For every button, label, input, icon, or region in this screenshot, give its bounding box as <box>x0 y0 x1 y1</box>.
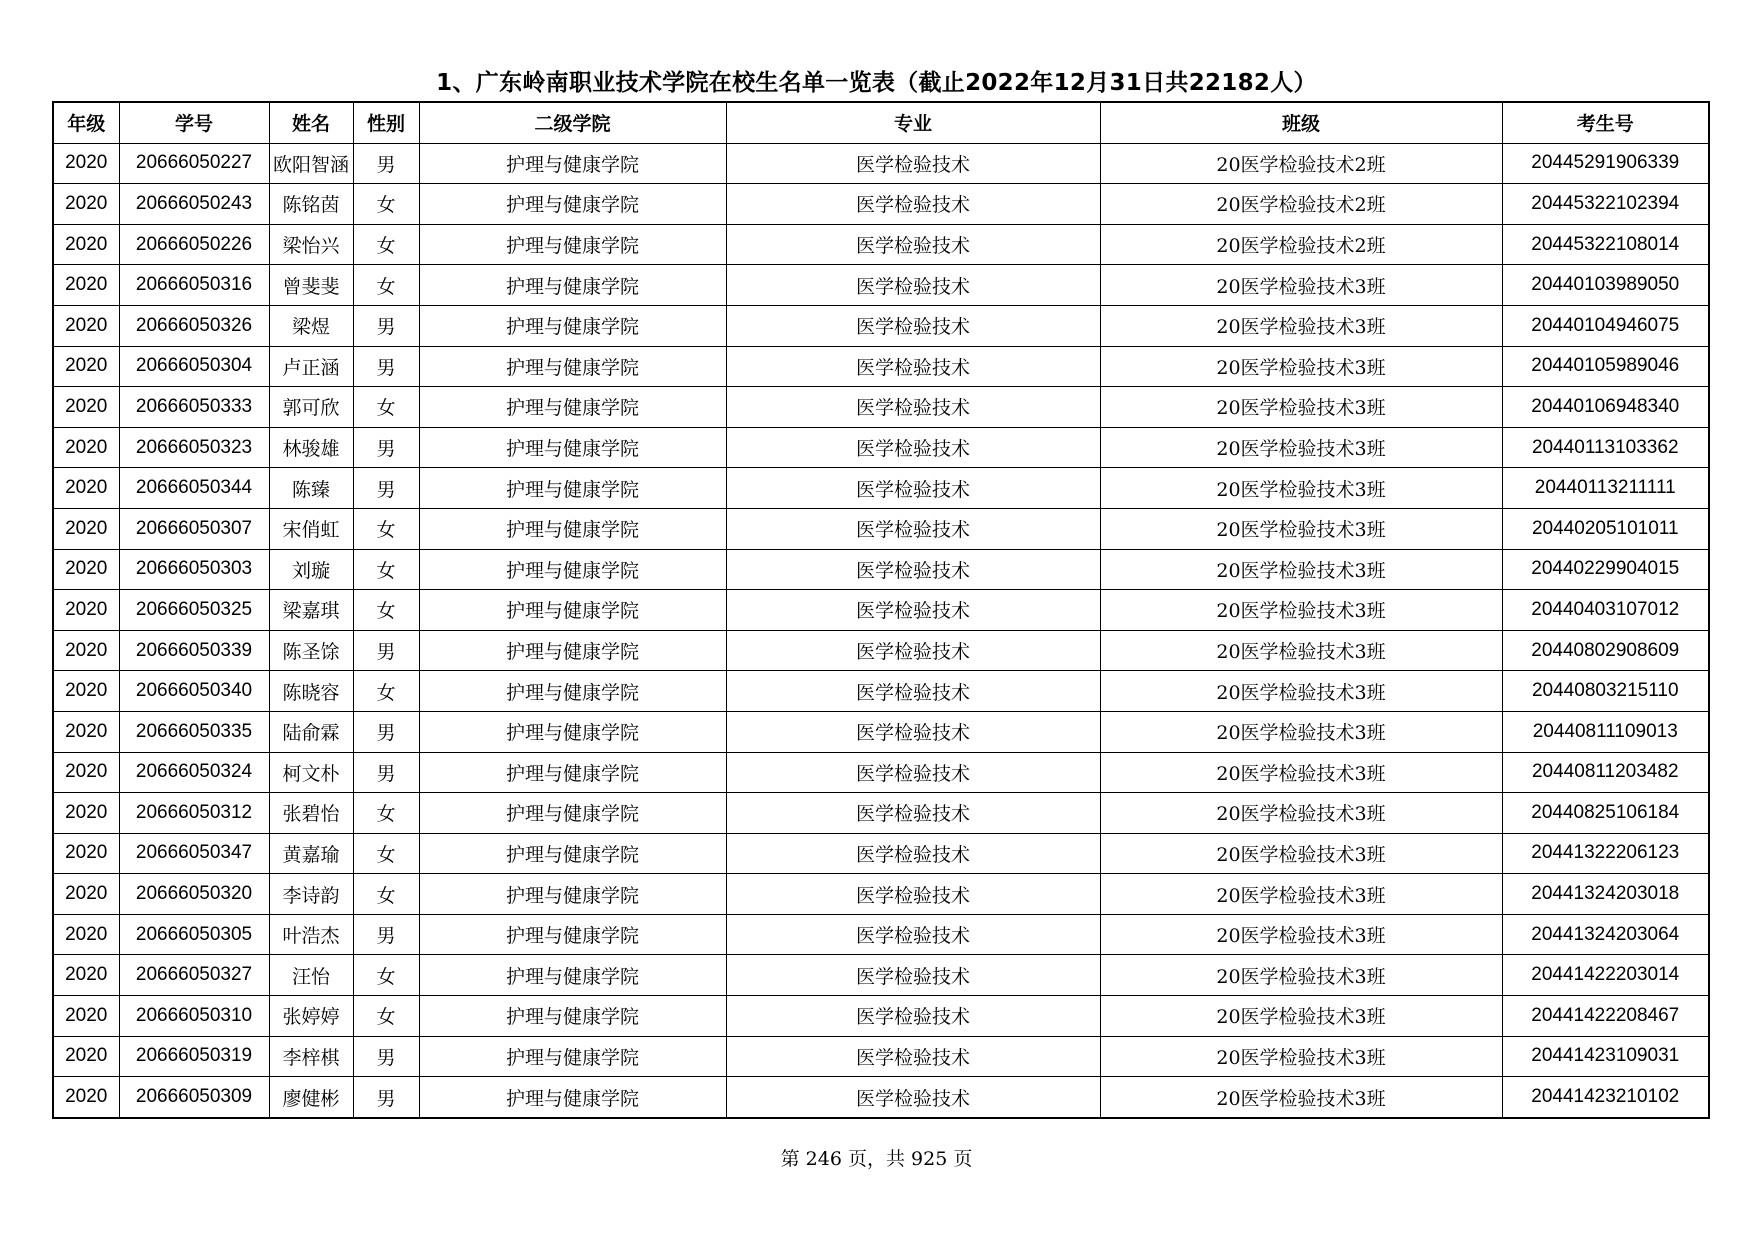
cell-name: 张碧怡 <box>269 793 353 834</box>
cell-college: 护理与健康学院 <box>419 1036 726 1077</box>
cell-grade: 2020 <box>53 549 119 590</box>
table-row <box>53 387 1709 428</box>
cell-college: 护理与健康学院 <box>419 590 726 631</box>
cell-major: 医学检验技术 <box>726 346 1100 387</box>
cell-grade: 2020 <box>53 184 119 225</box>
cell-college: 护理与健康学院 <box>419 1077 726 1118</box>
cell-college: 护理与健康学院 <box>419 833 726 874</box>
cell-student-id: 20666050319 <box>119 1036 269 1077</box>
table-row <box>53 549 1709 590</box>
cell-gender: 男 <box>353 427 419 468</box>
cell-class: 20医学检验技术3班 <box>1100 630 1502 671</box>
cell-name: 陈铭茵 <box>269 184 353 225</box>
cell-exam-no: 20440811203482 <box>1502 752 1709 793</box>
table-row <box>53 1036 1709 1077</box>
cell-gender: 女 <box>353 265 419 306</box>
cell-exam-no: 20441324203064 <box>1502 914 1709 955</box>
cell-student-id: 20666050340 <box>119 671 269 712</box>
table-row <box>53 874 1709 915</box>
cell-student-id: 20666050324 <box>119 752 269 793</box>
cell-student-id: 20666050316 <box>119 265 269 306</box>
cell-exam-no: 20440113211111 <box>1502 468 1709 509</box>
cell-gender: 女 <box>353 833 419 874</box>
cell-college: 护理与健康学院 <box>419 184 726 225</box>
cell-college: 护理与健康学院 <box>419 265 726 306</box>
cell-grade: 2020 <box>53 1036 119 1077</box>
cell-college: 护理与健康学院 <box>419 874 726 915</box>
cell-student-id: 20666050307 <box>119 508 269 549</box>
cell-name: 林骏雄 <box>269 427 353 468</box>
table-row <box>53 1077 1709 1118</box>
header-exam-no: 考生号 <box>1502 102 1709 143</box>
cell-class: 20医学检验技术2班 <box>1100 143 1502 184</box>
cell-student-id: 20666050310 <box>119 996 269 1037</box>
table-row <box>53 671 1709 712</box>
header-major: 专业 <box>726 102 1100 143</box>
cell-class: 20医学检验技术3班 <box>1100 1036 1502 1077</box>
cell-exam-no: 20440802908609 <box>1502 630 1709 671</box>
cell-major: 医学检验技术 <box>726 265 1100 306</box>
cell-student-id: 20666050309 <box>119 1077 269 1118</box>
cell-student-id: 20666050323 <box>119 427 269 468</box>
cell-student-id: 20666050335 <box>119 711 269 752</box>
cell-college: 护理与健康学院 <box>419 630 726 671</box>
cell-class: 20医学检验技术3班 <box>1100 346 1502 387</box>
cell-grade: 2020 <box>53 630 119 671</box>
cell-major: 医学检验技术 <box>726 793 1100 834</box>
header-college: 二级学院 <box>419 102 726 143</box>
cell-college: 护理与健康学院 <box>419 427 726 468</box>
table-row <box>53 590 1709 631</box>
cell-class: 20医学检验技术3班 <box>1100 793 1502 834</box>
cell-major: 医学检验技术 <box>726 1036 1100 1077</box>
cell-student-id: 20666050326 <box>119 305 269 346</box>
cell-grade: 2020 <box>53 955 119 996</box>
cell-grade: 2020 <box>53 752 119 793</box>
cell-gender: 男 <box>353 143 419 184</box>
cell-exam-no: 20445291906339 <box>1502 143 1709 184</box>
cell-college: 护理与健康学院 <box>419 711 726 752</box>
cell-name: 曾斐斐 <box>269 265 353 306</box>
cell-exam-no: 20440104946075 <box>1502 305 1709 346</box>
cell-gender: 女 <box>353 508 419 549</box>
cell-student-id: 20666050312 <box>119 793 269 834</box>
cell-grade: 2020 <box>53 590 119 631</box>
cell-name: 梁怡兴 <box>269 224 353 265</box>
cell-student-id: 20666050320 <box>119 874 269 915</box>
cell-major: 医学检验技术 <box>726 224 1100 265</box>
table-row <box>53 427 1709 468</box>
table-row <box>53 265 1709 306</box>
cell-grade: 2020 <box>53 468 119 509</box>
cell-major: 医学检验技术 <box>726 184 1100 225</box>
cell-exam-no: 20441324203018 <box>1502 874 1709 915</box>
cell-gender: 男 <box>353 346 419 387</box>
table-row <box>53 996 1709 1037</box>
table-row <box>53 955 1709 996</box>
table-row <box>53 224 1709 265</box>
cell-student-id: 20666050304 <box>119 346 269 387</box>
cell-grade: 2020 <box>53 833 119 874</box>
cell-name: 陈圣馀 <box>269 630 353 671</box>
cell-student-id: 20666050347 <box>119 833 269 874</box>
table-row <box>53 833 1709 874</box>
cell-gender: 女 <box>353 996 419 1037</box>
cell-gender: 女 <box>353 387 419 428</box>
cell-exam-no: 20441423109031 <box>1502 1036 1709 1077</box>
cell-gender: 女 <box>353 549 419 590</box>
cell-gender: 男 <box>353 468 419 509</box>
cell-class: 20医学检验技术3班 <box>1100 387 1502 428</box>
cell-grade: 2020 <box>53 224 119 265</box>
cell-class: 20医学检验技术2班 <box>1100 184 1502 225</box>
cell-class: 20医学检验技术3班 <box>1100 468 1502 509</box>
cell-class: 20医学检验技术3班 <box>1100 914 1502 955</box>
cell-grade: 2020 <box>53 265 119 306</box>
cell-name: 叶浩杰 <box>269 914 353 955</box>
cell-gender: 女 <box>353 874 419 915</box>
table-row <box>53 793 1709 834</box>
cell-major: 医学检验技术 <box>726 305 1100 346</box>
cell-exam-no: 20445322108014 <box>1502 224 1709 265</box>
cell-student-id: 20666050305 <box>119 914 269 955</box>
cell-gender: 男 <box>353 630 419 671</box>
cell-grade: 2020 <box>53 996 119 1037</box>
cell-gender: 男 <box>353 914 419 955</box>
cell-college: 护理与健康学院 <box>419 468 726 509</box>
header-student-id: 学号 <box>119 102 269 143</box>
cell-class: 20医学检验技术3班 <box>1100 996 1502 1037</box>
cell-name: 汪怡 <box>269 955 353 996</box>
cell-gender: 女 <box>353 671 419 712</box>
header-name: 姓名 <box>269 102 353 143</box>
cell-grade: 2020 <box>53 874 119 915</box>
cell-name: 欧阳智涵 <box>269 143 353 184</box>
cell-major: 医学检验技术 <box>726 468 1100 509</box>
cell-exam-no: 20440205101011 <box>1502 508 1709 549</box>
cell-name: 廖健彬 <box>269 1077 353 1118</box>
cell-major: 医学检验技术 <box>726 874 1100 915</box>
cell-exam-no: 20440103989050 <box>1502 265 1709 306</box>
cell-major: 医学检验技术 <box>726 549 1100 590</box>
table-row <box>53 468 1709 509</box>
cell-gender: 女 <box>353 955 419 996</box>
cell-exam-no: 20441422203014 <box>1502 955 1709 996</box>
cell-college: 护理与健康学院 <box>419 752 726 793</box>
cell-student-id: 20666050327 <box>119 955 269 996</box>
cell-student-id: 20666050344 <box>119 468 269 509</box>
page-footer: 第 246 页，共 925 页 <box>780 1148 973 1170</box>
cell-class: 20医学检验技术3班 <box>1100 265 1502 306</box>
table-row <box>53 711 1709 752</box>
cell-major: 医学检验技术 <box>726 508 1100 549</box>
header-class: 班级 <box>1100 102 1502 143</box>
cell-class: 20医学检验技术3班 <box>1100 508 1502 549</box>
cell-college: 护理与健康学院 <box>419 793 726 834</box>
table-row <box>53 752 1709 793</box>
cell-gender: 女 <box>353 184 419 225</box>
cell-student-id: 20666050333 <box>119 387 269 428</box>
cell-class: 20医学检验技术3班 <box>1100 874 1502 915</box>
cell-class: 20医学检验技术3班 <box>1100 671 1502 712</box>
table-row <box>53 346 1709 387</box>
cell-gender: 女 <box>353 793 419 834</box>
cell-class: 20医学检验技术3班 <box>1100 752 1502 793</box>
cell-name: 柯文朴 <box>269 752 353 793</box>
table-row <box>53 184 1709 225</box>
cell-exam-no: 20440803215110 <box>1502 671 1709 712</box>
cell-student-id: 20666050303 <box>119 549 269 590</box>
cell-grade: 2020 <box>53 711 119 752</box>
header-grade: 年级 <box>53 102 119 143</box>
cell-grade: 2020 <box>53 1077 119 1118</box>
cell-name: 李诗韵 <box>269 874 353 915</box>
cell-student-id: 20666050226 <box>119 224 269 265</box>
student-roster-table <box>52 101 1710 1119</box>
header-gender: 性别 <box>353 102 419 143</box>
cell-exam-no: 20445322102394 <box>1502 184 1709 225</box>
cell-college: 护理与健康学院 <box>419 305 726 346</box>
cell-grade: 2020 <box>53 914 119 955</box>
cell-name: 刘璇 <box>269 549 353 590</box>
cell-name: 陈晓容 <box>269 671 353 712</box>
cell-gender: 男 <box>353 1036 419 1077</box>
cell-name: 宋俏虹 <box>269 508 353 549</box>
cell-class: 20医学检验技术3班 <box>1100 1077 1502 1118</box>
cell-class: 20医学检验技术3班 <box>1100 711 1502 752</box>
table-row <box>53 914 1709 955</box>
table-row <box>53 305 1709 346</box>
cell-major: 医学检验技术 <box>726 1077 1100 1118</box>
document-title: 1、广东岭南职业技术学院在校生名单一览表（截止2022年12月31日共22182人） <box>436 70 1317 96</box>
cell-name: 陈臻 <box>269 468 353 509</box>
cell-grade: 2020 <box>53 793 119 834</box>
cell-major: 医学检验技术 <box>726 996 1100 1037</box>
cell-class: 20医学检验技术3班 <box>1100 549 1502 590</box>
cell-grade: 2020 <box>53 671 119 712</box>
cell-class: 20医学检验技术3班 <box>1100 955 1502 996</box>
cell-name: 梁嘉琪 <box>269 590 353 631</box>
cell-class: 20医学检验技术3班 <box>1100 305 1502 346</box>
cell-student-id: 20666050339 <box>119 630 269 671</box>
cell-class: 20医学检验技术3班 <box>1100 427 1502 468</box>
cell-gender: 男 <box>353 752 419 793</box>
cell-college: 护理与健康学院 <box>419 955 726 996</box>
cell-class: 20医学检验技术3班 <box>1100 833 1502 874</box>
cell-college: 护理与健康学院 <box>419 387 726 428</box>
cell-major: 医学检验技术 <box>726 711 1100 752</box>
cell-grade: 2020 <box>53 143 119 184</box>
cell-grade: 2020 <box>53 427 119 468</box>
cell-exam-no: 20440229904015 <box>1502 549 1709 590</box>
cell-college: 护理与健康学院 <box>419 671 726 712</box>
cell-name: 陆俞霖 <box>269 711 353 752</box>
cell-class: 20医学检验技术3班 <box>1100 590 1502 631</box>
cell-exam-no: 20440113103362 <box>1502 427 1709 468</box>
cell-major: 医学检验技术 <box>726 427 1100 468</box>
cell-name: 张婷婷 <box>269 996 353 1037</box>
cell-name: 卢正涵 <box>269 346 353 387</box>
cell-major: 医学检验技术 <box>726 752 1100 793</box>
cell-college: 护理与健康学院 <box>419 143 726 184</box>
cell-student-id: 20666050243 <box>119 184 269 225</box>
cell-exam-no: 20440105989046 <box>1502 346 1709 387</box>
cell-name: 郭可欣 <box>269 387 353 428</box>
cell-major: 医学检验技术 <box>726 590 1100 631</box>
cell-exam-no: 20441423210102 <box>1502 1077 1709 1118</box>
table-row <box>53 143 1709 184</box>
table-body <box>53 143 1709 1118</box>
cell-gender: 男 <box>353 1077 419 1118</box>
cell-major: 医学检验技术 <box>726 833 1100 874</box>
cell-gender: 男 <box>353 711 419 752</box>
cell-major: 医学检验技术 <box>726 630 1100 671</box>
cell-exam-no: 20441422208467 <box>1502 996 1709 1037</box>
table-header-row <box>53 102 1709 143</box>
cell-grade: 2020 <box>53 346 119 387</box>
cell-grade: 2020 <box>53 387 119 428</box>
cell-college: 护理与健康学院 <box>419 224 726 265</box>
cell-college: 护理与健康学院 <box>419 914 726 955</box>
cell-grade: 2020 <box>53 508 119 549</box>
table-row <box>53 508 1709 549</box>
cell-student-id: 20666050325 <box>119 590 269 631</box>
cell-name: 梁煜 <box>269 305 353 346</box>
cell-college: 护理与健康学院 <box>419 508 726 549</box>
cell-exam-no: 20440403107012 <box>1502 590 1709 631</box>
cell-major: 医学检验技术 <box>726 914 1100 955</box>
cell-college: 护理与健康学院 <box>419 549 726 590</box>
cell-exam-no: 20441322206123 <box>1502 833 1709 874</box>
cell-name: 李梓棋 <box>269 1036 353 1077</box>
cell-major: 医学检验技术 <box>726 955 1100 996</box>
cell-major: 医学检验技术 <box>726 671 1100 712</box>
cell-gender: 女 <box>353 590 419 631</box>
cell-major: 医学检验技术 <box>726 143 1100 184</box>
cell-grade: 2020 <box>53 305 119 346</box>
cell-exam-no: 20440825106184 <box>1502 793 1709 834</box>
cell-class: 20医学检验技术2班 <box>1100 224 1502 265</box>
cell-exam-no: 20440811109013 <box>1502 711 1709 752</box>
cell-name: 黄嘉瑜 <box>269 833 353 874</box>
cell-major: 医学检验技术 <box>726 387 1100 428</box>
cell-exam-no: 20440106948340 <box>1502 387 1709 428</box>
cell-gender: 女 <box>353 224 419 265</box>
cell-gender: 男 <box>353 305 419 346</box>
table-row <box>53 630 1709 671</box>
cell-college: 护理与健康学院 <box>419 996 726 1037</box>
cell-student-id: 20666050227 <box>119 143 269 184</box>
cell-college: 护理与健康学院 <box>419 346 726 387</box>
